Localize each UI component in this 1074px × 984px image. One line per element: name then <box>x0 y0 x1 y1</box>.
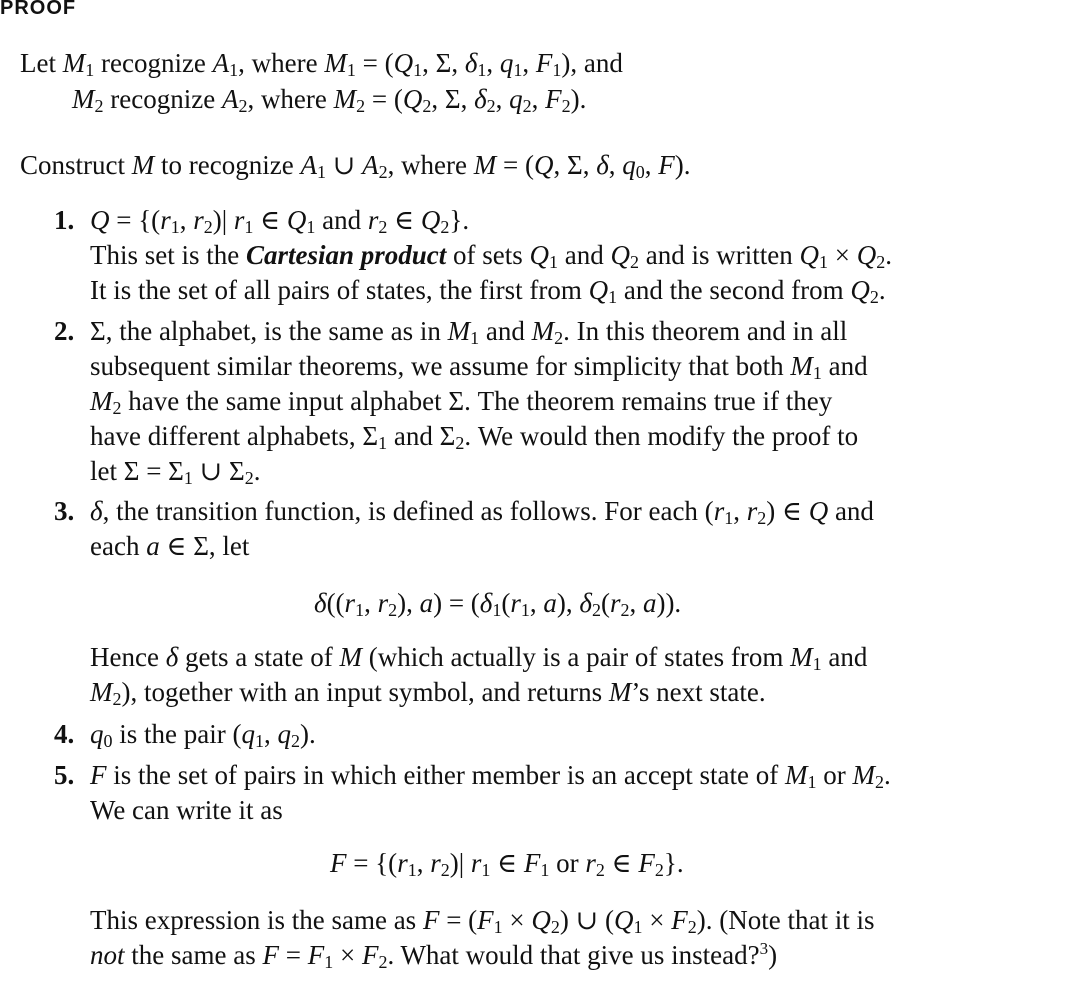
item-1-line-2: This set is the Cartesian product of sets $Q_1$ and $Q_2$ and is written $Q_1 \times Q_2$. <box>90 240 892 272</box>
item-2-line-5: let $\Sigma = \Sigma_1$ ∪ $\Sigma_2$. <box>90 456 261 488</box>
footnote-marker-3: 3 <box>759 939 769 958</box>
item-number-1: 1. <box>54 205 75 235</box>
item-5-line-2: We can write it as <box>90 795 283 825</box>
proof-heading: PROOF <box>0 0 77 19</box>
transition-function-formula: $\delta((r_1$, $r_2$), $a) = (\delta_1(r_1$, a), $\delta_2(r_2$, a)). <box>314 588 682 620</box>
intro-line-1: Let $M_1$ recognize $A_1$, where $M_1 = (Q_1$, Σ, $\delta_1$, $q_1$, $F_1$), and <box>20 48 623 80</box>
item-3-line-1: δ, the transition function, is defined as follows. For each ($r_1$, $r_2$) ∈ Q and <box>90 496 874 528</box>
cartesian-product-term: Cartesian product <box>246 240 447 270</box>
item-number-2: 2. <box>54 316 75 346</box>
not-emphasis: not <box>90 940 125 970</box>
accept-set-formula: $F = \{(r_1$, $r_2)|$ $r_1$ ∈ $F_1$ or $r_2$ ∈ $F_2$}. <box>330 848 684 880</box>
item-number-3: 3. <box>54 496 75 526</box>
item-3-after-2: $M_2$), together with an input symbol, and returns M’s next state. <box>90 677 766 709</box>
item-number-4: 4. <box>54 719 75 749</box>
item-5-after-1: This expression is the same as $F = (F_1 \times Q_2)$ ∪ $(Q_1 \times F_2)$. (Note that it is <box>90 905 875 937</box>
intro-line-2: $M_2$ recognize $A_2$, where $M_2 = (Q_2$, Σ, $\delta_2$, $q_2$, $F_2$). <box>72 84 587 116</box>
item-5-line-1: F is the set of pairs in which either member is an accept state of $M_1$ or $M_2$. <box>90 760 891 792</box>
item-5-after-2: not the same as $F = F_1 \times F_2$. What would that give us instead?$^3$) <box>90 939 778 972</box>
item-3-after-1: Hence δ gets a state of M (which actually is a pair of states from $M_1$ and <box>90 642 868 674</box>
item-1-line-3: It is the set of all pairs of states, the first from $Q_1$ and the second from $Q_2$. <box>90 275 886 307</box>
item-4-line-1: $q_0$ is the pair ($q_1$, $q_2$). <box>90 719 316 751</box>
item-number-5: 5. <box>54 760 75 790</box>
item-2-line-2: subsequent similar theorems, we assume for simplicity that both $M_1$ and <box>90 351 868 383</box>
item-2-line-4: have different alphabets, $\Sigma_1$ and $\Sigma_2$. We would then modify the proof to <box>90 421 859 453</box>
item-1-line-1: $Q = \{(r_1$, $r_2)|$ $r_1$ ∈ $Q_1$ and $r_2$ ∈ $Q_2$}. <box>90 205 470 237</box>
item-2-line-1: Σ, the alphabet, is the same as in $M_1$ and $M_2$. In this theorem and in all <box>90 316 848 348</box>
item-2-line-3: $M_2$ have the same input alphabet Σ. The theorem remains true if they <box>90 386 833 418</box>
item-3-line-2: each a ∈ Σ, let <box>90 531 250 561</box>
construct-line: Construct M to recognize $A_1$ ∪ $A_2$, where M = (Q, Σ, δ, $q_0$, F). <box>20 150 691 182</box>
